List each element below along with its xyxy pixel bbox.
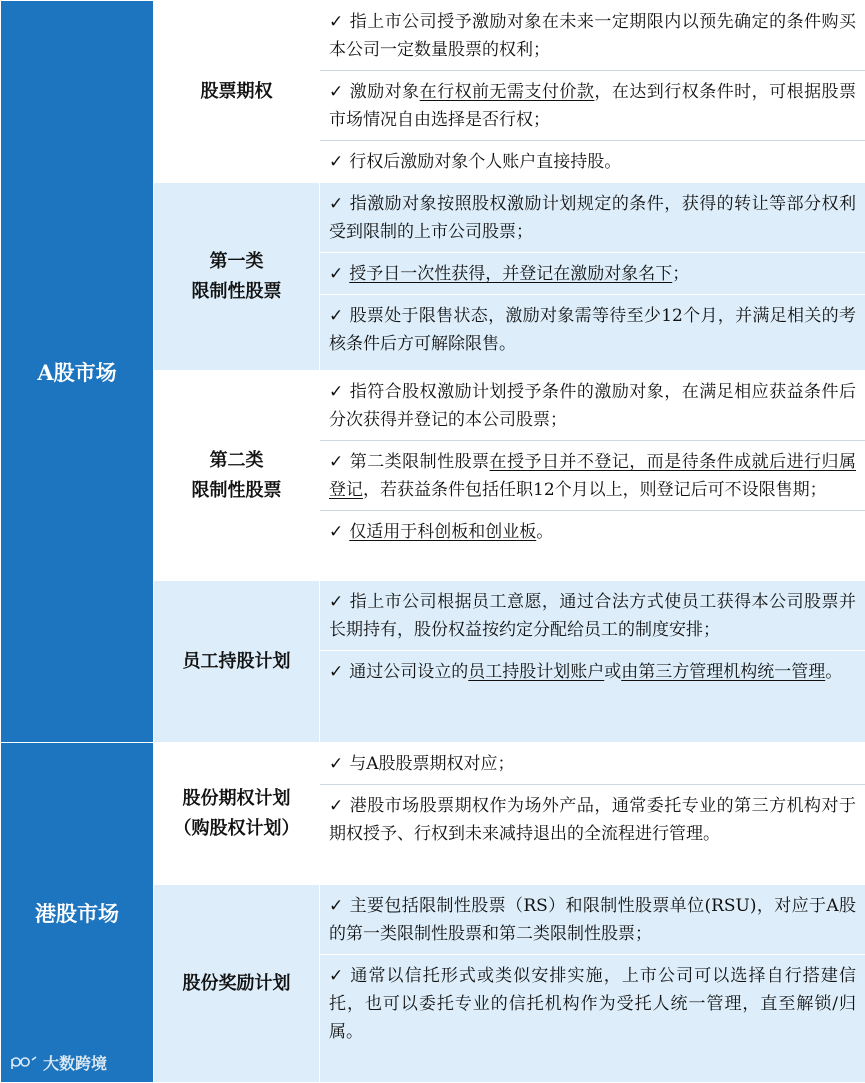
bullet-point — [320, 1, 865, 71]
category-label: 第二类 — [154, 446, 319, 476]
watermark — [9, 1051, 107, 1074]
bullet-text: 行权后激励对象个人账户直接持股。 — [349, 152, 621, 172]
bullet-point — [320, 885, 865, 955]
checkmark-icon: ✓ — [329, 264, 343, 284]
checkmark-icon: ✓ — [329, 754, 343, 774]
bullet-point — [320, 581, 865, 651]
bullet-text: 股票处于限售状态，激励对象需等待至少12个月，并满足相关的考核条件后方可解除限售。 — [329, 306, 856, 354]
bullet-point — [320, 183, 865, 253]
bullet-text: 通过公司设立的 — [349, 662, 468, 682]
bullet-text: 。 — [536, 522, 553, 542]
bullet-point — [320, 253, 865, 295]
bullet-text: 指符合股权激励计划授予条件的激励对象，在满足相应获益条件后分次获得并登记的本公司股票； — [329, 382, 856, 430]
market-cell-hk-share — [1, 743, 154, 1083]
underlined-text: 员工持股计划账户 — [468, 662, 604, 682]
bullet-text: ，若获益条件包括任职12个月以上，则登记后可不设限售期； — [363, 480, 827, 500]
bullet-point — [320, 511, 865, 552]
bullet-text: 。 — [825, 662, 842, 682]
bullet-text: 主要包括限制性股票（RS）和限制性股票单位(RSU)，对应于A股的第一类限制性股票和第二类限制性股票； — [329, 896, 856, 944]
bullet-point — [320, 371, 865, 441]
category-label: 股票期权 — [154, 77, 319, 107]
bullet-point — [320, 441, 865, 511]
market-label: A股市场 — [37, 360, 116, 385]
category-label: （购股权计划） — [154, 814, 319, 844]
category-label: 限制性股票 — [154, 476, 319, 506]
bullet-text: ，在达到行权条件时，可根据股票市场情况自由选择是否行权； — [329, 82, 856, 130]
category-label: 限制性股票 — [154, 277, 319, 307]
bullet-point — [320, 785, 865, 854]
category-cell — [154, 183, 320, 371]
checkmark-icon: ✓ — [329, 662, 343, 682]
bullet-point — [320, 955, 865, 1052]
underlined-text: 在行权前无需支付价款 — [420, 82, 595, 102]
checkmark-icon: ✓ — [329, 82, 344, 102]
checkmark-icon: ✓ — [329, 966, 344, 986]
bullet-text: 指上市公司授予激励对象在未来一定期限内以预先确定的条件购买本公司一定数量股票的权利； — [329, 12, 856, 60]
bullet-text: 指激励对象按照股权激励计划规定的条件，获得的转让等部分权利受到限制的上市公司股票； — [329, 194, 856, 242]
points-cell — [320, 183, 865, 371]
bullet-point — [320, 141, 865, 182]
category-label: 第一类 — [154, 247, 319, 277]
category-label: 股份期权计划 — [154, 784, 319, 814]
bullet-text: 港股市场股票期权作为场外产品，通常委托专业的第三方机构对于期权授予、行权到未来减持退出的全流程进行管理。 — [329, 796, 856, 844]
checkmark-icon: ✓ — [329, 382, 344, 402]
bullet-point — [320, 71, 865, 141]
checkmark-icon: ✓ — [329, 452, 344, 472]
table-row — [1, 743, 865, 885]
underlined-text: 由第三方管理机构统一管理 — [621, 662, 825, 682]
checkmark-icon: ✓ — [329, 152, 343, 172]
points-cell — [320, 581, 865, 743]
points-cell — [320, 371, 865, 581]
category-label: 股份奖励计划 — [154, 969, 319, 999]
bullet-point — [320, 743, 865, 785]
watermark-text: 大数跨境 — [43, 1051, 107, 1074]
table-row — [1, 1, 865, 183]
underlined-text: 授予日一次性获得，并登记在激励对象名下 — [349, 264, 672, 284]
checkmark-icon: ✓ — [329, 796, 344, 816]
category-cell — [154, 743, 320, 885]
points-cell — [320, 1, 865, 183]
checkmark-icon: ✓ — [329, 306, 344, 326]
checkmark-icon: ✓ — [329, 522, 343, 542]
bullet-text: 或 — [604, 662, 621, 682]
bullet-text: 第二类限制性股票 — [350, 452, 490, 472]
checkmark-icon: ✓ — [329, 12, 344, 32]
bullet-point — [320, 651, 865, 692]
category-label: 员工持股计划 — [154, 647, 319, 677]
points-cell — [320, 885, 865, 1083]
bullet-text: 通常以信托形式或类似安排实施，上市公司可以选择自行搭建信托，也可以委托专业的信托机构作为受托人统一管理，直至解锁/归属。 — [329, 966, 856, 1042]
underlined-text: 在授予日并不登记，而是待条件成就后进行归属登记 — [329, 452, 856, 500]
bullet-text: 与A股股票期权对应； — [349, 754, 514, 774]
checkmark-icon: ✓ — [329, 896, 344, 916]
category-cell — [154, 1, 320, 183]
underlined-text: 仅适用于科创板和创业板 — [349, 522, 536, 542]
category-cell — [154, 885, 320, 1083]
points-cell — [320, 743, 865, 885]
bullet-point — [320, 295, 865, 364]
bullet-text: 激励对象 — [350, 82, 420, 102]
checkmark-icon: ✓ — [329, 592, 344, 612]
category-cell — [154, 371, 320, 581]
bullet-text: ； — [672, 264, 689, 284]
category-cell — [154, 581, 320, 743]
brand-logo-icon — [9, 1054, 39, 1072]
checkmark-icon: ✓ — [329, 194, 344, 214]
market-label: 港股市场 — [35, 901, 119, 926]
market-cell-a-share — [1, 1, 154, 743]
bullet-text: 指上市公司根据员工意愿，通过合法方式使员工获得本公司股票并长期持有，股份权益按约定分配给员工的制度安排； — [329, 592, 856, 640]
